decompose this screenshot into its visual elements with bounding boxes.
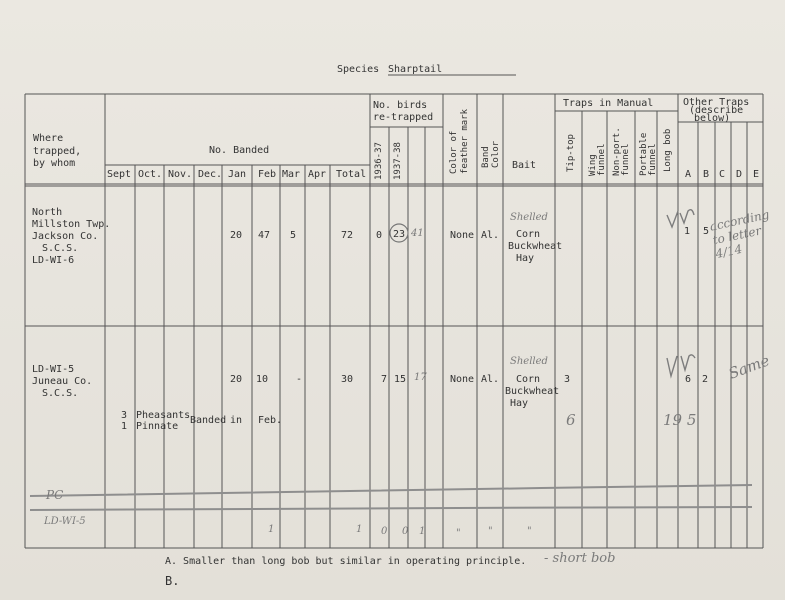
row2-jan: 20 [230,374,243,385]
row1-mar: 5 [290,230,297,241]
row1-where-1: North [32,207,63,218]
row2-bait-2: Buckwheat [505,386,560,397]
traps-manual-header: Traps in Manual [563,98,654,109]
other-traps-header-3: below) [694,113,731,124]
row1-y1: 0 [376,230,383,241]
hand-ld: LD-WI-5 [44,516,86,527]
row1-where-2: Millston Twp. [32,219,111,230]
trap-portable-funnel: Portable funnel [639,132,658,176]
footnote-b: B. [165,574,180,588]
row2-y1: 7 [381,374,388,385]
month-jan: Jan [228,169,247,180]
month-apr: Apr [308,169,327,180]
bottom-mark-1: 1 [268,524,275,535]
note-feb: Feb. [258,415,283,426]
trap-long-bob: Long bob [663,128,673,172]
other-traps-header-2: (describe [689,105,744,116]
row2-y2: 15 [394,374,407,385]
other-col-a: A [685,169,692,180]
bottom-mark-2: 1 [356,524,363,535]
year-1936: 1936-37 [374,142,384,180]
row1-feather: None [450,230,475,241]
row2-where-1: LD-WI-5 [32,364,75,375]
where-header-2: trapped, [33,146,82,157]
row2-bait-3: Hay [510,398,529,409]
row2-where-3: S.C.S. [42,388,79,399]
year-1937: 1937-38 [393,142,403,180]
where-header-3: by whom [33,158,76,169]
row2-same-note: Same [726,351,772,383]
feather-header-1: Color of [449,130,459,174]
row2-shelled: Shelled [510,356,548,367]
row2-band: Al. [481,374,500,385]
row1-bait-3: Hay [516,253,535,264]
note-num-2: 1 [121,421,128,432]
retrapped-header-2: re-trapped [373,112,434,123]
hand-six: 6 [566,411,576,429]
month-mar: Mar [282,169,301,180]
note-pinnate: Pinnate [136,421,179,432]
bottom-mark-3: 0 [381,526,388,537]
other-col-b: B [703,169,710,180]
note-in: in [230,415,243,426]
retrapped-header-1: No. birds [373,100,428,111]
row1-y3: 41 [411,228,424,239]
footnote-a: A. Smaller than long bob but similar in operating principle. [165,556,527,567]
note-num-1: 3 [121,410,128,421]
note-banded: Banded [190,415,227,426]
other-col-d: D [736,169,743,180]
month-nov: Nov. [168,169,193,180]
row1-where-4: S.C.S. [42,243,79,254]
band-header-1: Band [481,146,491,168]
row1-according-note: according to letter 4/14 [708,207,771,262]
row1-jan: 20 [230,230,243,241]
row1-where-5: LD-WI-6 [32,255,75,266]
note-pheasants: Pheasants [136,410,191,421]
row1-bait-2: Buckwheat [508,241,563,252]
row1-shelled: Shelled [510,212,548,223]
month-total: Total [336,169,367,180]
row2-tiptop: 3 [564,374,571,385]
row2-total: 30 [341,374,354,385]
month-sept: Sept [107,169,132,180]
bait-header: Bait [512,160,537,171]
month-dec: Dec. [198,169,223,180]
row2-bait-1: Corn [516,374,541,385]
row2-feb: 10 [256,374,269,385]
trap-tip-top: Tip-top [566,134,576,172]
row2-b: 2 [702,374,709,385]
where-header-1: Where [33,133,64,144]
bottom-mark-7: " [488,526,493,537]
no-banded-header: No. Banded [209,145,270,156]
hand-short-bob: - short bob [544,551,616,566]
row1-total: 72 [341,230,354,241]
row2-where-2: Juneau Co. [32,376,93,387]
other-traps-header-1: Other Traps [683,97,750,108]
band-header-2: Color [491,140,501,168]
hand-pc: PC [46,488,64,502]
bottom-mark-6: " [456,528,461,539]
row1-y2: 23 [393,229,406,240]
row1-bait-1: Corn [516,229,541,240]
row2-a: 6 [685,374,692,385]
other-col-e: E [753,169,760,180]
row2-mar: - [296,374,303,385]
check-icon [667,210,695,376]
hand-nineteen: 19 5 [663,411,697,429]
bottom-mark-8: " [527,526,532,537]
row2-y3: 17 [414,372,427,383]
month-feb: Feb [258,169,277,180]
bottom-mark-5: 1 [419,526,426,537]
row1-a: 1 [684,226,691,237]
other-col-c: C [719,169,726,180]
trap-wing-funnel: Wing funnel [588,143,607,176]
species-label: Species [337,64,380,75]
row1-band: Al. [481,230,500,241]
row1-where-3: Jackson Co. [32,231,99,242]
row1-b: 5 [703,226,710,237]
bottom-mark-4: 0 [402,526,409,537]
species-value: Sharptail [388,64,443,75]
month-oct: Oct. [138,169,163,180]
trap-non-port-funnel: Non-port. funnel [612,127,631,176]
feather-header-2: feather mark [460,108,470,174]
row1-feb: 47 [258,230,271,241]
row2-feather: None [450,374,475,385]
